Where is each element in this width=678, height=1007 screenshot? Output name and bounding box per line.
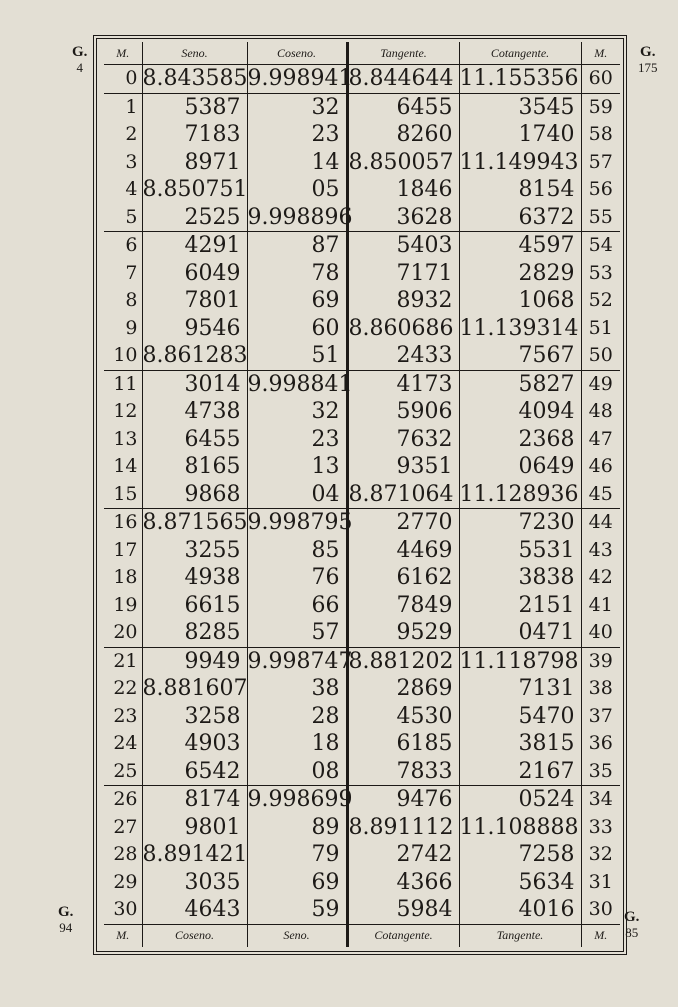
seno-cell: 8.850751 [142,177,248,203]
table-row [104,426,620,454]
seno-cell: 6455 [142,426,247,454]
trig-table [104,42,620,947]
footer-row [104,924,620,947]
minute-cell: 29 [113,870,138,893]
minute-right-cell: 47 [581,426,620,454]
minute-right-cell: 48 [581,398,620,426]
minute-cell: 19 [113,593,138,616]
tangente-cell: 8.844644 [347,65,459,94]
margin-label: G. [624,909,640,925]
cotangente-cell: 3838 [459,564,581,592]
tangente-cell: 2433 [347,342,459,370]
minute-cell: 7 [125,261,138,284]
margin-number: 4 [76,60,83,75]
minute-cell: 15 [113,482,138,505]
table-row [104,896,620,924]
minute-right-cell: 52 [581,287,620,315]
minute-cell: 27 [113,815,138,838]
col-header-cotangente: Cotangente. [459,42,581,65]
cotangente-cell: 2368 [459,426,581,454]
tangente-cell: 5403 [347,232,459,260]
table-row [104,121,620,149]
minute-right-cell: 38 [581,675,620,703]
tangente-cell: 5906 [347,398,459,426]
col-footer-cotangente: Cotangente. [347,924,459,947]
minute-cell: 6 [104,232,142,260]
col-header-tangente: Tangente. [347,42,459,65]
bottom-left-margin-note [58,905,73,935]
cotangente-cell: 0471 [459,619,581,647]
minute-right-cell: 40 [581,619,620,647]
tangente-cell: 9476 [347,786,459,814]
cotangente-cell: 2829 [459,260,581,288]
seno-cell: 8.881607 [142,676,248,702]
tangente-cell: 6185 [347,730,459,758]
coseno-cell: 9.998941 [247,66,353,92]
table-row [104,398,620,426]
tangente-cell: 7849 [347,592,459,620]
minute-right-cell: 60 [581,65,620,94]
minute-cell: 9 [125,316,138,339]
cotangente-cell: 11.128936 [459,481,581,509]
coseno-cell: 87 [247,232,347,260]
table-row [104,260,620,288]
seno-cell: 4291 [142,232,247,260]
coseno-cell: 23 [247,121,347,149]
minute-cell: 18 [113,566,138,589]
margin-label: G. [72,44,88,60]
seno-cell: 8285 [142,619,247,647]
cotangente-cell: 4094 [459,398,581,426]
coseno-cell: 38 [247,675,347,703]
seno-cell: 8.843585 [142,66,248,92]
table-row [104,758,620,786]
tangente-cell: 2742 [347,841,459,869]
col-header-seno: Seno. [142,42,247,65]
minute-right-cell: 53 [581,260,620,288]
seno-cell: 8.871565 [142,510,248,536]
coseno-cell: 14 [247,149,347,177]
coseno-cell: 04 [247,481,347,509]
cotangente-cell: 2151 [459,592,581,620]
minute-cell: 0 [125,67,138,90]
tangente-cell: 2770 [347,509,459,537]
minute-cell: 20 [113,621,138,644]
coseno-cell: 79 [247,841,347,869]
cotangente-cell: 0524 [459,786,581,814]
col-footer-seno: Seno. [247,924,347,947]
col-footer-coseno: Coseno. [142,924,247,947]
seno-cell: 6049 [142,260,247,288]
tangente-cell: 6162 [347,564,459,592]
cotangente-cell: 6372 [459,204,581,232]
col-header-minutes: M. [104,42,142,65]
seno-cell: 3258 [142,703,247,731]
minute-right-cell: 34 [581,786,620,814]
coseno-cell: 08 [247,758,347,786]
table-row [104,342,620,370]
coseno-cell: 76 [247,564,347,592]
cotangente-cell: 11.118798 [459,647,581,675]
tangente-cell: 8932 [347,287,459,315]
top-right-margin-note [638,45,658,75]
tangente-cell: 7171 [347,260,459,288]
tangente-cell: 9351 [347,453,459,481]
coseno-cell: 60 [247,315,347,343]
coseno-cell: 28 [247,703,347,731]
table-row [104,453,620,481]
seno-cell: 9949 [142,647,247,675]
minute-cell: 14 [113,455,138,478]
table-row [104,176,620,204]
cotangente-cell: 0649 [459,453,581,481]
coseno-cell: 9.998896 [247,204,353,230]
col-header-coseno: Coseno. [247,42,347,65]
minute-cell: 3 [125,150,138,173]
tangente-cell: 8260 [347,121,459,149]
table-row [104,619,620,647]
seno-cell: 6542 [142,758,247,786]
tangente-cell: 4469 [347,537,459,565]
cotangente-cell: 1068 [459,287,581,315]
minute-right-cell: 49 [581,370,620,398]
coseno-cell: 85 [247,537,347,565]
cotangente-cell: 4016 [459,896,581,924]
col-header-minutes-right: M. [581,42,620,65]
minute-right-cell: 50 [581,342,620,370]
coseno-cell: 05 [247,176,347,204]
minute-cell: 24 [113,732,138,755]
seno-cell: 2525 [142,204,247,232]
coseno-cell: 9.998747 [247,648,353,674]
table-row [104,315,620,343]
table-row [104,93,620,121]
minute-right-cell: 45 [581,481,620,509]
table-row [104,204,620,232]
seno-cell: 3035 [142,869,247,897]
tangente-cell: 3628 [347,204,459,232]
table-row [104,675,620,703]
col-footer-minutes: M. [104,924,142,947]
margin-label: G. [58,904,74,920]
coseno-cell: 9.998841 [247,371,353,397]
table-row [104,592,620,620]
minute-right-cell: 33 [581,814,620,842]
table-row [104,814,620,842]
minute-right-cell: 59 [581,93,620,121]
cotangente-cell: 7258 [459,841,581,869]
table-row [104,287,620,315]
minute-cell: 25 [113,759,138,782]
minute-right-cell: 35 [581,758,620,786]
minute-cell: 11 [104,370,142,398]
table-row [104,509,620,537]
seno-cell: 9868 [142,481,247,509]
seno-cell: 4938 [142,564,247,592]
minute-cell: 22 [113,677,138,700]
tangente-cell: 8.860686 [347,315,459,343]
seno-cell: 3014 [142,370,247,398]
coseno-cell: 66 [247,592,347,620]
minute-right-cell: 57 [581,149,620,177]
minute-right-cell: 30 [581,896,620,924]
minute-right-cell: 54 [581,232,620,260]
tangente-cell: 2869 [347,675,459,703]
cotangente-cell: 3545 [459,93,581,121]
minute-cell: 26 [104,786,142,814]
coseno-cell: 32 [247,93,347,121]
coseno-cell: 9.998699 [247,787,353,813]
minute-cell: 28 [113,843,138,866]
seno-cell: 8.891421 [142,842,248,868]
table-row [104,841,620,869]
minute-right-cell: 36 [581,730,620,758]
seno-cell: 8971 [142,149,247,177]
cotangente-cell: 5634 [459,869,581,897]
header-row [104,42,620,65]
seno-cell: 4903 [142,730,247,758]
seno-cell: 7801 [142,287,247,315]
top-left-margin-note [72,45,87,75]
minute-cell: 5 [125,205,138,228]
coseno-cell: 18 [247,730,347,758]
coseno-cell: 9.998795 [247,510,353,536]
margin-label: G. [640,44,656,60]
table-row [104,564,620,592]
seno-cell: 8174 [142,786,247,814]
table-row [104,537,620,565]
cotangente-cell: 2167 [459,758,581,786]
table-row [104,869,620,897]
minute-right-cell: 31 [581,869,620,897]
minute-cell: 4 [125,178,138,201]
cotangente-cell: 7230 [459,509,581,537]
minute-cell: 8 [125,289,138,312]
minute-cell: 21 [104,647,142,675]
cotangente-cell: 7567 [459,342,581,370]
tangente-cell: 5984 [347,896,459,924]
tangente-cell: 7833 [347,758,459,786]
cotangente-cell: 3815 [459,730,581,758]
cotangente-cell: 11.139314 [459,315,581,343]
seno-cell: 6615 [142,592,247,620]
tangente-cell: 8.891112 [347,814,459,842]
minute-right-cell: 44 [581,509,620,537]
coseno-cell: 57 [247,619,347,647]
minute-cell: 13 [113,427,138,450]
minute-right-cell: 51 [581,315,620,343]
minute-cell: 12 [113,400,138,423]
minute-cell: 23 [113,704,138,727]
coseno-cell: 69 [247,287,347,315]
table-row [104,730,620,758]
minute-right-cell: 42 [581,564,620,592]
minute-cell: 1 [104,93,142,121]
cotangente-cell: 5470 [459,703,581,731]
coseno-cell: 51 [247,342,347,370]
minute-right-cell: 43 [581,537,620,565]
table-row [104,647,620,675]
margin-number: 85 [625,925,639,940]
minute-cell: 16 [104,509,142,537]
minute-right-cell: 58 [581,121,620,149]
seno-cell: 8165 [142,453,247,481]
seno-cell: 9801 [142,814,247,842]
col-footer-minutes-right: M. [581,924,620,947]
tangente-cell: 8.881202 [347,647,459,675]
tangente-cell: 8.850057 [347,149,459,177]
table-row [104,703,620,731]
tangente-cell: 7632 [347,426,459,454]
seno-cell: 4643 [142,896,247,924]
minute-right-cell: 46 [581,453,620,481]
seno-cell: 5387 [142,93,247,121]
table-row [104,65,620,94]
tangente-cell: 9529 [347,619,459,647]
cotangente-cell: 5531 [459,537,581,565]
tangente-cell: 4530 [347,703,459,731]
col-footer-tangente: Tangente. [459,924,581,947]
coseno-cell: 13 [247,453,347,481]
cotangente-cell: 7131 [459,675,581,703]
seno-cell: 7183 [142,121,247,149]
cotangente-cell: 5827 [459,370,581,398]
coseno-cell: 23 [247,426,347,454]
minute-right-cell: 39 [581,647,620,675]
tangente-cell: 6455 [347,93,459,121]
cotangente-cell: 8154 [459,176,581,204]
cotangente-cell: 4597 [459,232,581,260]
margin-number: 94 [59,920,73,935]
table-row [104,481,620,509]
coseno-cell: 59 [247,896,347,924]
minute-right-cell: 41 [581,592,620,620]
margin-number: 175 [638,60,658,75]
tangente-cell: 8.871064 [347,481,459,509]
table-row [104,232,620,260]
seno-cell: 9546 [142,315,247,343]
minute-right-cell: 56 [581,176,620,204]
cotangente-cell: 11.155356 [459,65,581,94]
seno-cell: 4738 [142,398,247,426]
table-row [104,149,620,177]
minute-cell: 17 [113,538,138,561]
cotangente-cell: 11.149943 [459,149,581,177]
table-row [104,786,620,814]
coseno-cell: 89 [247,814,347,842]
coseno-cell: 78 [247,260,347,288]
coseno-cell: 32 [247,398,347,426]
cotangente-cell: 11.108888 [459,814,581,842]
coseno-cell: 69 [247,869,347,897]
tangente-cell: 1846 [347,176,459,204]
minute-cell: 2 [125,123,138,146]
seno-cell: 3255 [142,537,247,565]
tangente-cell: 4173 [347,370,459,398]
seno-cell: 8.861283 [142,343,248,369]
minute-right-cell: 55 [581,204,620,232]
minute-cell: 30 [113,898,138,921]
tangente-cell: 4366 [347,869,459,897]
minute-right-cell: 32 [581,841,620,869]
cotangente-cell: 1740 [459,121,581,149]
minute-cell: 10 [113,344,138,367]
minute-right-cell: 37 [581,703,620,731]
table-row [104,370,620,398]
